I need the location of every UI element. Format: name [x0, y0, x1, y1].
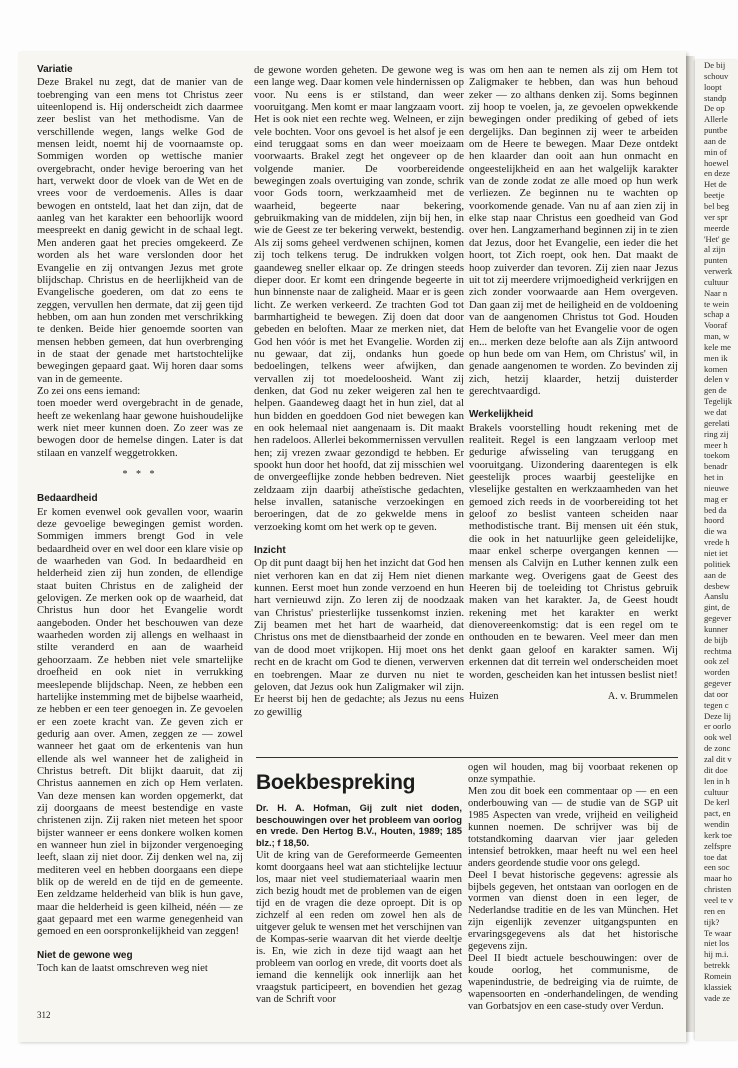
next-page-line: standp: [704, 92, 727, 103]
next-page-line: aan de: [704, 135, 727, 146]
next-page-line: er oorlo: [704, 721, 731, 732]
next-page-line: schap a: [704, 309, 730, 320]
next-page-line: kerk toe: [704, 829, 732, 840]
next-page-line: we dat: [704, 407, 727, 417]
next-page-line: hoewel: [704, 157, 729, 168]
next-page-line: punten: [704, 255, 728, 266]
next-page-line: Tegelijk: [704, 396, 733, 407]
review-paragraph: Men zou dit boek een commentaar op — en een onderbouwing van — de studie van de SGP uit 1985 Aspecten van vrede, vrijheid en veiligheid kunnen noemen. De schrijver was bij de totstandkoming daarvan vier jaar geleden intensief betrokken, maar heeft nu wel een heel anders geordende studie voor ons gelegd.: [468, 785, 678, 869]
next-page-line: delen v: [704, 374, 730, 385]
next-page-line: vade ze: [704, 992, 730, 1003]
article-paragraph: Brakels voorstelling houdt rekening met de realiteit. Regel is een langzaam verloop met gedurige afwisseling van teruggang en vooruitgang. Uizondering daarentegen is elk geestelijk proces waarbij geestelijke en vleselijke gestalten en werkzaamheden van het gemoed zich reeds in de voorbereiding tot het geloof zo beslist vanteen scheiden naar methodistische trant. Bij mensen uit één stuk, die ook in het natuurlijke geen geleidelijke, maar enkel scherpe overgangen kennen — mensen als Calvijn en Luther kennen zulk een markante weg. Overigens gaat de Geest des Heeren bij de toeleiding tot Christus gebruik maken van het karakter. Ja, de Geest houdt rekening met het karakter en werkt dienovereenkomstig: dat is een regel om te onthouden en te bewaren. Veel meer dan men denkt gaan geloof en karakter samen. Wij erkennen dat dit terrein wel onderscheiden moet worden, gescheiden kan het intussen beslist niet!: [469, 421, 678, 681]
next-page-line: al zijn: [704, 244, 726, 255]
next-page-line: gen de: [704, 385, 727, 396]
next-page-line: 'Het' ge: [704, 233, 730, 244]
next-page-line: ring zij: [704, 428, 729, 439]
article-paragraph: toen moeder werd overgebracht in de genade, heeft ze wekenlang haar gewone huishoudelijke werk niet meer kunnen doen. Zo zeer was ze bewogen door de hemelse dingen. Later is dat stilaan en vanzelf weggetrokken.: [37, 397, 243, 459]
next-page-line: puntbe: [704, 125, 728, 136]
review-paragraph: Deel I bevat historische gegevens: agressie als bijbels gegeven, het ontstaan van oorlogen en de vormen van dienst doen in een leger, de Nederlandse traditie en de les van München. Het zijn eigenlijk zevenzer uitgangspunten en ervaringsgegevens als dat het historische gegevens zijn.: [468, 869, 678, 953]
next-page-line: niet iet: [704, 547, 728, 558]
article-signature: [469, 691, 678, 703]
next-page-line: men ik: [704, 352, 728, 363]
review-top-rule: [256, 757, 678, 758]
next-page-line: betrekk: [704, 960, 730, 971]
next-page-line: bel beg: [704, 200, 730, 211]
next-page-line: aan de: [704, 569, 727, 580]
next-page-line: meerde: [704, 222, 730, 233]
article-paragraph: Zo zei ons eens iemand:: [37, 384, 141, 397]
section-heading: Werkelijkheid: [469, 409, 534, 421]
page-number: 312: [37, 1010, 51, 1020]
next-page-line: gegever: [704, 678, 732, 689]
next-page-line: dat oor: [704, 688, 729, 699]
next-page-line: toe dat: [704, 851, 728, 862]
next-page-line: vrede h: [704, 537, 730, 548]
next-page-line: hoord: [704, 515, 725, 526]
next-page-line: ook zel: [704, 656, 730, 667]
review-paragraph: ogen wil houden, mag bij voorbaat rekenen op onze sympathie.: [468, 762, 678, 785]
review-title: Boekbespreking: [256, 771, 416, 794]
section-heading: Inzicht: [254, 545, 286, 557]
next-page-line: wendin: [704, 819, 730, 830]
next-page-line: veel te v: [704, 894, 734, 905]
next-page-line: schouv: [704, 70, 729, 81]
next-page-line: zal dit v: [704, 754, 732, 764]
next-page-line: meer h: [704, 439, 728, 450]
next-page-line: de bijb: [704, 634, 728, 645]
article-paragraph: de gewone worden geheten. De gewone weg is een lange weg. Daar komen vele hindernissen op voor. Nu eens is er stilstand, dan weer vooruitgang. Men komt er maar langzaam voort. Het is ook niet een rechte weg. Welneen, er zijn vele bochten. Voor ons gevoel is het alsof je een eind teruggaat soms en dan weer moeizaam voorwaarts. Brakel zegt het ongeveer op de volgende manier. De voorbereidende bewegingen zoals overtuiging van zonde, schrik voor Gods toorn, werkzaamheid met de waarheid, begeerte naar bekering, gebruikmaking van de middelen, zijn bij hen, in wie de Geest ze ter bekering verwekt, bestendig. Als zij soms geheel verdwenen schijnen, komen zij toch telkens terug. De indrukken volgen gaandeweg sneller elkaar op. Ze dringen steeds dieper door. Er komt een dringende begeerte in hun binnenste naar de zaligheid. Maar er is geen licht. Ze werken verkeerd. Ze trachten God tot barmhartigheid te bewegen. Zij doen dat door gebeden en beloften. Maar ze merken niet, dat God hen vóór is met het Evangelie. Worden zij nu gewaar, dat zij, ondanks hun goede bedoelingen, telkens weer afwijken, dan vervallen zij tot moedeloosheid. Want zij denken, dat God nu zeker weigeren zal hen te helpen. Gaandeweg daagt het in hun ziel, dat al hun bidden en goeddoen God niet bewegen kan en ook helemaal niet aangenaam is. Dit maakt hen radeloos. Allerlei bekommernissen vervullen hen; zij vrezen zwaar gezondigd te hebben. Er spookt hun door het hoofd, dat zij misschien wel de onvergeeflijke zonde hebben bedreven. Niet zeldzaam zijn daarbij atheïstische gedachten, helse invallen, satanische verzoekingen en beroeringen, dat de zo gekwelde mens in verzoeking komt om het werk op te geven.: [254, 64, 464, 533]
next-page-line: de zonc: [704, 743, 731, 754]
review-column-right: [468, 762, 678, 1013]
next-page-line: cultuur: [704, 276, 729, 287]
next-page-line: ver spr: [704, 211, 728, 222]
next-page-line: ren en: [704, 905, 726, 916]
next-page-line: het in: [704, 472, 724, 483]
next-page-line: gerelati: [704, 417, 730, 428]
article-paragraph: Deze Brakel nu zegt, dat de manier van de toebrenging van een mens tot Christus zeer uiteenlopend is. Hij onderscheidt zich daarmee zeer beslist van het methodisme. Van de verschillende wegen, langs welke God de mensen leidt, noemt hij de voornaamste op. Sommigen worden op wettische manier overgebracht, onder hevige beroering van het hart, verwekt door de vloek van de Wet en de vrees voor de verdoemenis. Alles is daar bewogen en ontsteld, laat het dan zijn, dat de aanleg van het karakter een behoorlijk woord meespreekt en danig gewicht in de schaal legt. Men anderen gaat het precies omgekeerd. Ze worden als het ware verslonden door het Evangelie en zij ontvangen Jezus met grote blijdschap. Christus en de heerlijkheid van de Evangelische goederen, om dat zo eens te zeggen, vervullen hen dermate, dat zij geen tijd hebben, om aan hun zonden met verschrikking te denken. Beide hier genoemde soorten van mensen hebben gemeen, dat hun overbrenging in de staat der genade met hartstochtelijke bewegingen gepaard gaat. Wij horen daar soms van in de gemeente.: [37, 76, 243, 385]
next-page-line: De bij: [704, 60, 726, 70]
next-page-line: tijk?: [704, 916, 720, 927]
next-page-line: De op: [704, 103, 725, 114]
next-page-line: rechtma: [704, 645, 732, 656]
next-page-line: len in h: [704, 775, 730, 786]
next-page-line: te wein: [704, 298, 730, 309]
next-page-line: Vooraf: [704, 320, 728, 331]
article-column-2: [254, 64, 464, 718]
next-page-line: Naar n: [704, 287, 728, 298]
next-page-line: Aanslu: [704, 591, 729, 602]
next-page-line: toekom: [704, 450, 730, 461]
next-page-line: loopt: [704, 81, 722, 92]
next-page-line: pact, en: [704, 808, 731, 819]
next-page-line: Romein: [704, 970, 732, 981]
next-page-line: ook wel: [704, 732, 732, 743]
article-paragraph: Op dit punt daagt bij hen het inzicht dat God hen niet verhoren kan en dat zij Hem niet dienen kunnen. Eerst moet hun zonde verzoend en hun hart vernieuwd zijn. Zo leren zij de noodzaak van Christus' priesterlijke tussenkomst inzien. Zij beamen met het hart de waarheid, dat Christus ons met de dienstbaarheid der zonde en van de dood moet vrijkopen. Hij moet ons het recht en de kracht om God te dienen, verwerven en toebrengen. Maar ze durven nu niet te geloven, dat Jezus ook hun Zaligmaker wil zijn. Er heerst bij hen de gedachte; als Jezus nu eens zo gewillig: [254, 557, 464, 718]
next-page-line: dit doe: [704, 764, 728, 775]
next-page-line: een soc: [704, 862, 730, 873]
article-paragraph: was om hen aan te nemen als zij om Hem tot Zaligmaker te hebben, dan was hun behoud zeker — zo althans denken zij. Soms beginnen zij hoop te voelen, ja, ze gevoelen opwekkende bewegingen onder prediking of gebed of iets dergelijks. Dan beginnen zij weer te arbeiden om de Heere te bewegen. Maar Deze ontdekt hen klaarder dan ooit aan hun onmacht en ongeestelijkheid en aan het walgelijk karakter van de zonde zodat ze alle moed op hun werk verliezen. Ze beginnen nu te wachten op voorkomende genade. Van nu af aan zien zij in elke stap naar Christus een goedheid van God over hen. Langzamerhand beginnen zij in te zien dat Jezus, door het Evangelie, een ieder die het hoort, tot Zich roept, ook hen. Dat maakt de hoop zuiverder dan tevoren. Zij zien naar Jezus uit tot zij meerdere vrijmoedigheid verkrijgen en zich zonder voorwaarde aan Hem overgeven. Dan gaan zij met de heiligheid en de voldoening van de aangenomen Christus tot God. Houden Hem de belofte van het Evangelie voor de ogen en... merken deze belofte aan als Zijn antwoord op hun bede om van Hem, om Christus' wil, in genade aangenomen te worden. Zo bevinden zij zich, hetzij klaarder, hetzij duisterder gerechtvaardigd.: [469, 64, 678, 397]
next-page-line: niet los: [704, 938, 730, 949]
next-page-line: gint, de: [704, 602, 730, 613]
signature-author: A. v. Brummelen: [607, 690, 678, 702]
next-page-line: die wa: [704, 526, 727, 537]
section-heading: Bedaardheid: [37, 493, 98, 505]
next-page-line: bed da: [704, 504, 727, 515]
review-book-reference: Dr. H. A. Hofman, Gij zult niet doden, beschouwingen over het probleem van oorlog en vrede. Den Hertog B.V., Houten, 1989; 185 blz.; f 18,50.: [256, 802, 462, 848]
next-page-line: politiek: [704, 558, 731, 569]
review-column-left: [256, 762, 462, 1006]
next-page-line: zelfspre: [704, 840, 732, 851]
next-page-line: benadr: [704, 461, 728, 472]
next-page-line: man, w: [704, 331, 730, 342]
next-page-line: worden: [704, 667, 730, 678]
next-page-line: Allerle: [704, 114, 728, 125]
next-page-line: en deze: [704, 168, 730, 179]
section-heading: Niet de gewone weg: [37, 949, 133, 961]
article-column-3: [469, 64, 678, 703]
review-paragraph: Deel II biedt actuele beschouwingen: over de koude oorlog, het communisme, de wapenindustrie, de bedreiging via de ruimte, de wapensoorten en -onderhandelingen, de wending van Gorbatsjov en een case-study over Verdun.: [468, 953, 678, 1013]
article-paragraph: Er komen evenwel ook gevallen voor, waarin deze gevoelige bewegingen gemist worden. Sommigen immers brengt God in vele bedaardheid over en wel door een klare visie op de waarheden van God. In bedaardheid en helderheid zien zij hun zonden, de ellendige staat buiten Christus en de zaligheid der gelovigen. Ze merken ook op de waarheid, dat Christus hun door het Evangelie wordt aangeboden. Onder het beschouwen van deze waarheden worden zij allengs en welhaast in stilte veranderd en aan de waarheid gehoorzaam. Ze hebben niet vele smartelijke droefheid en ook niet in verrukking meeslepende blijdschap. Neen, ze hebben een hartelijke instemming met de bijbelse waarheid, ze hebben er een teer genoegen in. Ze gevoelen er een zoete kracht van. Ze geven zich er gedurig aan over. Amen, zeggen ze — zowel wanneer het gaat om de erkentenis van hun ellende als wel wanneer het de zaligheid in Christus betreft. Dit blijkt daaruit, dat zij Christus aannemen en zich op Hem verlaten. Van deze mensen kan worden opgemerkt, dat zij doorgaans de meest bestendige en vaste christenen zijn. Zij raken niet meteen het spoor bijster wanneer er eens donkere wolken komen en wanneer hun ziel in bijzonder vergenoeging leeft, slaan zij niet door. Zij denken wel na, zij mediteren veel en hebben doorgaans een diepe blik op de wereld en de tijd en de gemeente. Een zeldzame helderheid van blik is hun gave, maar die helderheid is geen kilheid, néén — ze gaat gepaard met een warme genegenheid van gemoed en een oorspronkelijkheid van zeggen!: [37, 505, 243, 938]
next-page-line: klassiek: [704, 981, 732, 992]
next-page-line: hij m.i.: [704, 949, 729, 960]
review-paragraph: Uit de kring van de Gereformeerde Gemeenten komt doorgaans heel wat aan stichtelijke lectuur los, maar niet veel studiemateriaal waarin men zich bezig houdt met de problemen van de eigen tijd en de vragen die deze oproept. Dit is op zichzelf al een reden om zowel hen als de uitgever geluk te wensen met het verschijnen van de Kompas-serie waarvan dit het vierde deeltje is. En, wie zich in deze tijd waagt aan het probleem van oorlog en vrede, dit voorts doet als iemand die kennelijk ook innerlijk aan het vraagstuk participeert, en bovendien het gezag van de Schrift voor: [256, 850, 462, 1005]
next-page-line: De kerl: [704, 797, 730, 808]
next-page-line: Het de: [704, 179, 727, 190]
section-heading: Variatie: [37, 64, 73, 75]
next-page-line: verwerk: [704, 266, 733, 277]
next-page-line: desbew: [704, 580, 730, 591]
next-page-line: gegever: [704, 613, 732, 624]
article-paragraph: Toch kan de laatst omschreven weg niet: [37, 962, 208, 975]
next-page-line: christen: [704, 884, 732, 895]
next-page-line: min of: [704, 146, 727, 157]
next-page-line: Deze lij: [704, 710, 731, 721]
section-divider: * * *: [122, 469, 158, 480]
next-page-line: Te waar: [704, 927, 732, 938]
page-spine: [686, 56, 695, 1032]
next-page-line: beetje: [704, 190, 725, 201]
next-page-fragment: [695, 60, 738, 1040]
next-page-line: cultuur: [704, 786, 729, 797]
next-page-line: kele me: [704, 341, 731, 352]
next-page-line: tegen c: [704, 699, 729, 710]
next-page-line: mag er: [704, 493, 728, 504]
next-page-line: komen: [704, 363, 728, 374]
next-page-line: kunner: [704, 623, 728, 634]
signature-place: Huizen: [469, 690, 499, 702]
next-page-line: nieuwe: [704, 482, 729, 493]
next-page-line: maar ho: [704, 873, 732, 884]
article-column-1: [37, 64, 243, 974]
